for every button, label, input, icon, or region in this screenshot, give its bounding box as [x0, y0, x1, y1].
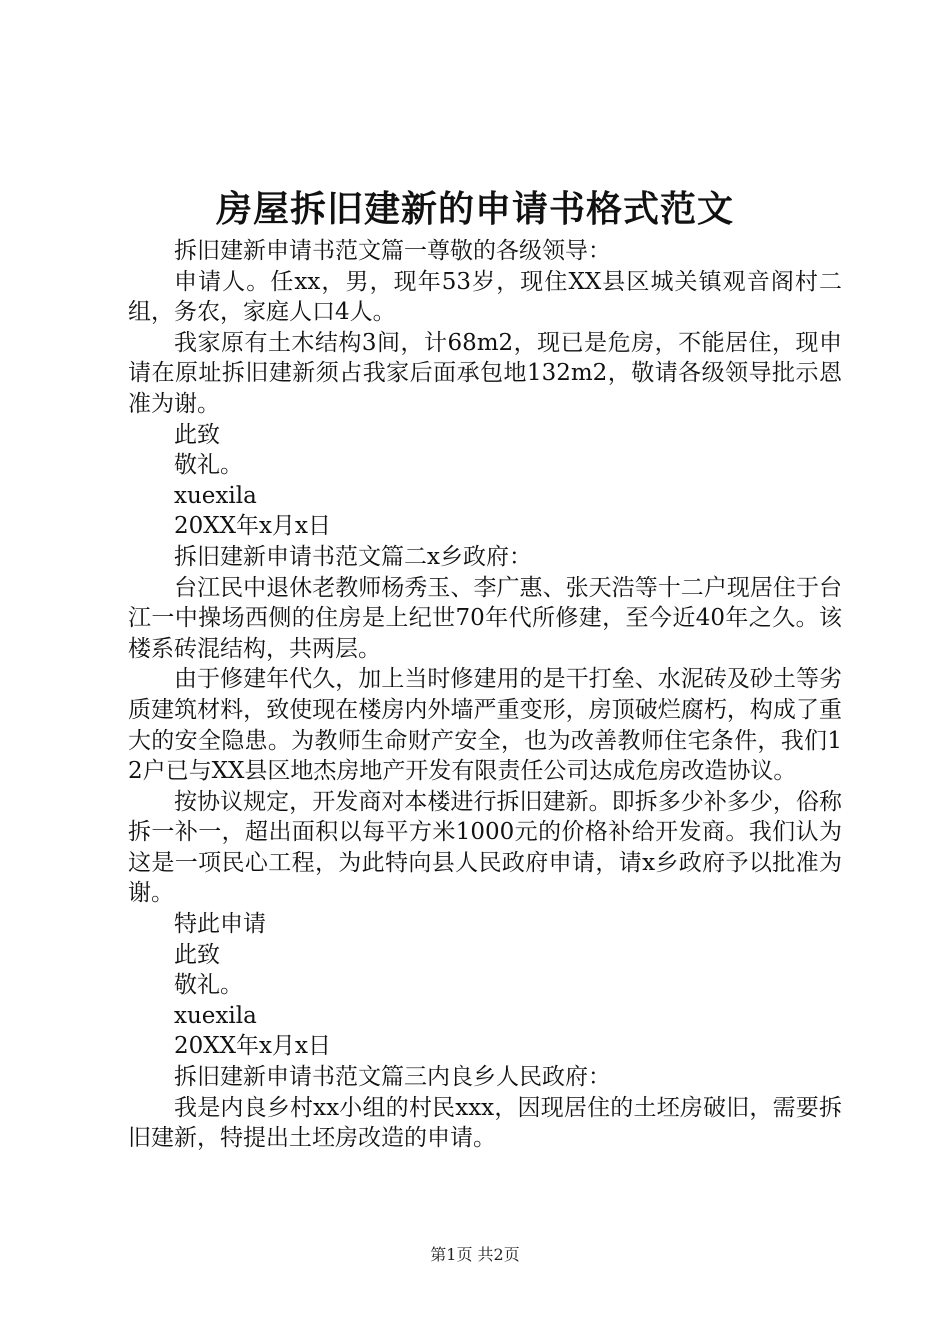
paragraph: 20XX年x月x日 [174, 1033, 331, 1060]
paragraph: 20XX年x月x日 [174, 513, 331, 540]
paragraph: 此致 [174, 941, 220, 968]
paragraph: 特此申请 [174, 911, 266, 938]
paragraph: 按协议规定，开发商对本楼进行拆旧建新。即拆多少补多少，俗称拆一补一，超出面积以每平方米1000元的价格补给开发商。我们认为这是一项民心工程，为此特向县人民政府申请，请x乡政府予以批准为谢。 [128, 788, 842, 907]
paragraph: 敬礼。 [174, 452, 243, 479]
paragraph: 我家原有土木结构3间，计68m2，现已是危房，不能居住，现申请在原址拆旧建新须占我家后面承包地132m2，敬请各级领导批示恩准为谢。 [128, 329, 842, 417]
paragraph: 台江民中退休老教师杨秀玉、李广惠、张天浩等十二户现居住于台江一中操场西侧的住房是上纪世70年代所修建，至今近40年之久。该楼系砖混结构，共两层。 [128, 574, 842, 662]
paragraph: 拆旧建新申请书范文篇一尊敬的各级领导： [174, 238, 611, 264]
paragraph: 申请人。任xx，男，现年53岁，现住XX县区城关镇观音阁村二组，务农，家庭人口4人。 [128, 268, 842, 326]
document-body [128, 236, 842, 1154]
paragraph: 我是内良乡村xx小组的村民xxx，因现居住的土坯房破旧，需要拆旧建新，特提出土坯房改造的申请。 [128, 1094, 842, 1152]
document-title: 房屋拆旧建新的申请书格式范文 [215, 188, 734, 230]
paragraph: 由于修建年代久，加上当时修建用的是干打垒、水泥砖及砂土等劣质建筑材料，致使现在楼房内外墙严重变形，房顶破烂腐朽，构成了重大的安全隐患。为教师生命财产安全，也为改善教师住宅条件，我们12户已与XX县区地杰房地产开发有限责任公司达成危房改造协议。 [128, 666, 842, 785]
paragraph: 拆旧建新申请书范文篇三内良乡人民政府： [174, 1064, 611, 1091]
paragraph: 敬礼。 [174, 972, 243, 999]
paragraph: 拆旧建新申请书范文篇二x乡政府： [174, 543, 532, 570]
paragraph: xuexila [174, 1002, 257, 1029]
page-footer: 第1页 共2页 [430, 1245, 520, 1264]
paragraph: 此致 [174, 421, 220, 448]
paragraph: xuexila [174, 482, 257, 509]
